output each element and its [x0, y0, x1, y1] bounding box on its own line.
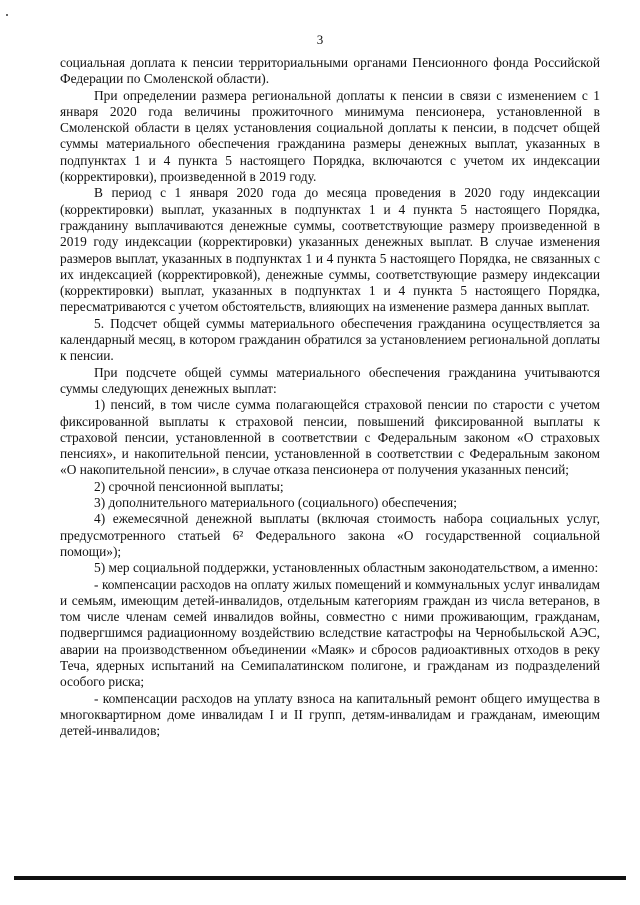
paragraph-item-5: 5. Подсчет общей суммы материального обеспечения гражданина осуществляется за календарный месяц, в котором гражданин обратился за установлением региональной доплаты к пенсии. — [60, 315, 600, 364]
paragraph-payments-intro: При подсчете общей суммы материального обеспечения гражданина учитываются суммы следующих денежных выплат: — [60, 364, 600, 396]
paragraph-indexation-period: В период с 1 января 2020 года до месяца проведения в 2020 году индексации (корректировки) выплат, указанных в подпунктах 1 и 4 пункта 5 настоящего Порядка, гражданину выплачиваются денежные суммы, соответствующие размеру произведенной в 2019 году индексации (корректировки) указанных денежных выплат. В случае изменения размеров выплат, указанных в подпунктах 1 и 4 пункта 5 настоящего Порядка, не связанных с их индексацией (корректировкой), денежные суммы, соответствующие размеру индексации (корректировки) выплат, указанных в подпунктах 1 и 4 пункта 5 настоящего Порядка, пересматриваются с учетом обстоятельств, влияющих на изменение размера данных выплат. — [60, 185, 600, 315]
list-item-5-social-support: 5) мер социальной поддержки, установленных областным законодательством, а именно: — [94, 560, 599, 576]
paragraph-continuation: социальная доплата к пенсии территориальными органами Пенсионного фонда Российской Федерации по Смоленской области). — [60, 55, 600, 87]
sub-item-housing-compensation: - компенсации расходов на оплату жилых помещений и коммунальных услуг инвалидам и семьям, имеющим детей-инвалидов, отдельным категориям граждан из числа ветеранов, в том числе членам семей инвалидов войны, совместно с ними проживающим, гражданам, подвергшимся радиационному воздействию вследствие катастрофы на Чернобыльской АЭС, аварии на производственном объединении «Маяк» и сбросов радиоактивных отходов в реку Теча, ядерных испытаний на Семипалатинском полигоне, и гражданам из подразделений особого риска; — [60, 576, 600, 690]
list-item-1-pensions: 1) пенсий, в том числе сумма полагающейся страховой пенсии по старости с учетом фиксированной выплаты к страховой пенсии, повышений фиксированной выплаты к страховой пенсии, установленной в соответствии с Федеральным законом «О страховых пенсиях», и накопительной пенсии, установленной в соответствии с Федеральным законом «О накопительной пенсии», в случае отказа пенсионера от получения указанных пенсий; — [60, 397, 600, 478]
list-item-2-urgent-payment: 2) срочной пенсионной выплаты; — [94, 478, 284, 494]
list-item-4-monthly-payment: 4) ежемесячной денежной выплаты (включая стоимость набора социальных услуг, предусмотренного статьей 6² Федерального закона «О государственной социальной помощи»); — [60, 511, 600, 559]
list-item-3-additional-support: 3) дополнительного материального (социального) обеспечения; — [94, 495, 457, 511]
bottom-rule — [14, 876, 626, 880]
sub-item-capital-repair-compensation: - компенсации расходов на уплату взноса на капитальный ремонт общего имущества в многоквартирном доме инвалидам I и II групп, детям-инвалидам и гражданам, имеющим детей-инвалидов; — [60, 690, 600, 739]
paragraph-regional-supplement: При определении размера региональной доплаты к пенсии в связи с изменением с 1 января 2020 года величины прожиточного минимума пенсионера, установленной в Смоленской области в целях установления социальной доплаты к пенсии, в подсчет общей суммы материального обеспечения гражданина размеры денежных выплат, указанных в подпунктах 1 и 4 пункта 5 настоящего Порядка, включаются с учетом их индексации (корректировки), произведенной в 2019 году. — [60, 87, 600, 185]
scan-mark — [6, 14, 8, 16]
document-body — [60, 55, 600, 739]
page-number: 3 — [316, 32, 324, 47]
